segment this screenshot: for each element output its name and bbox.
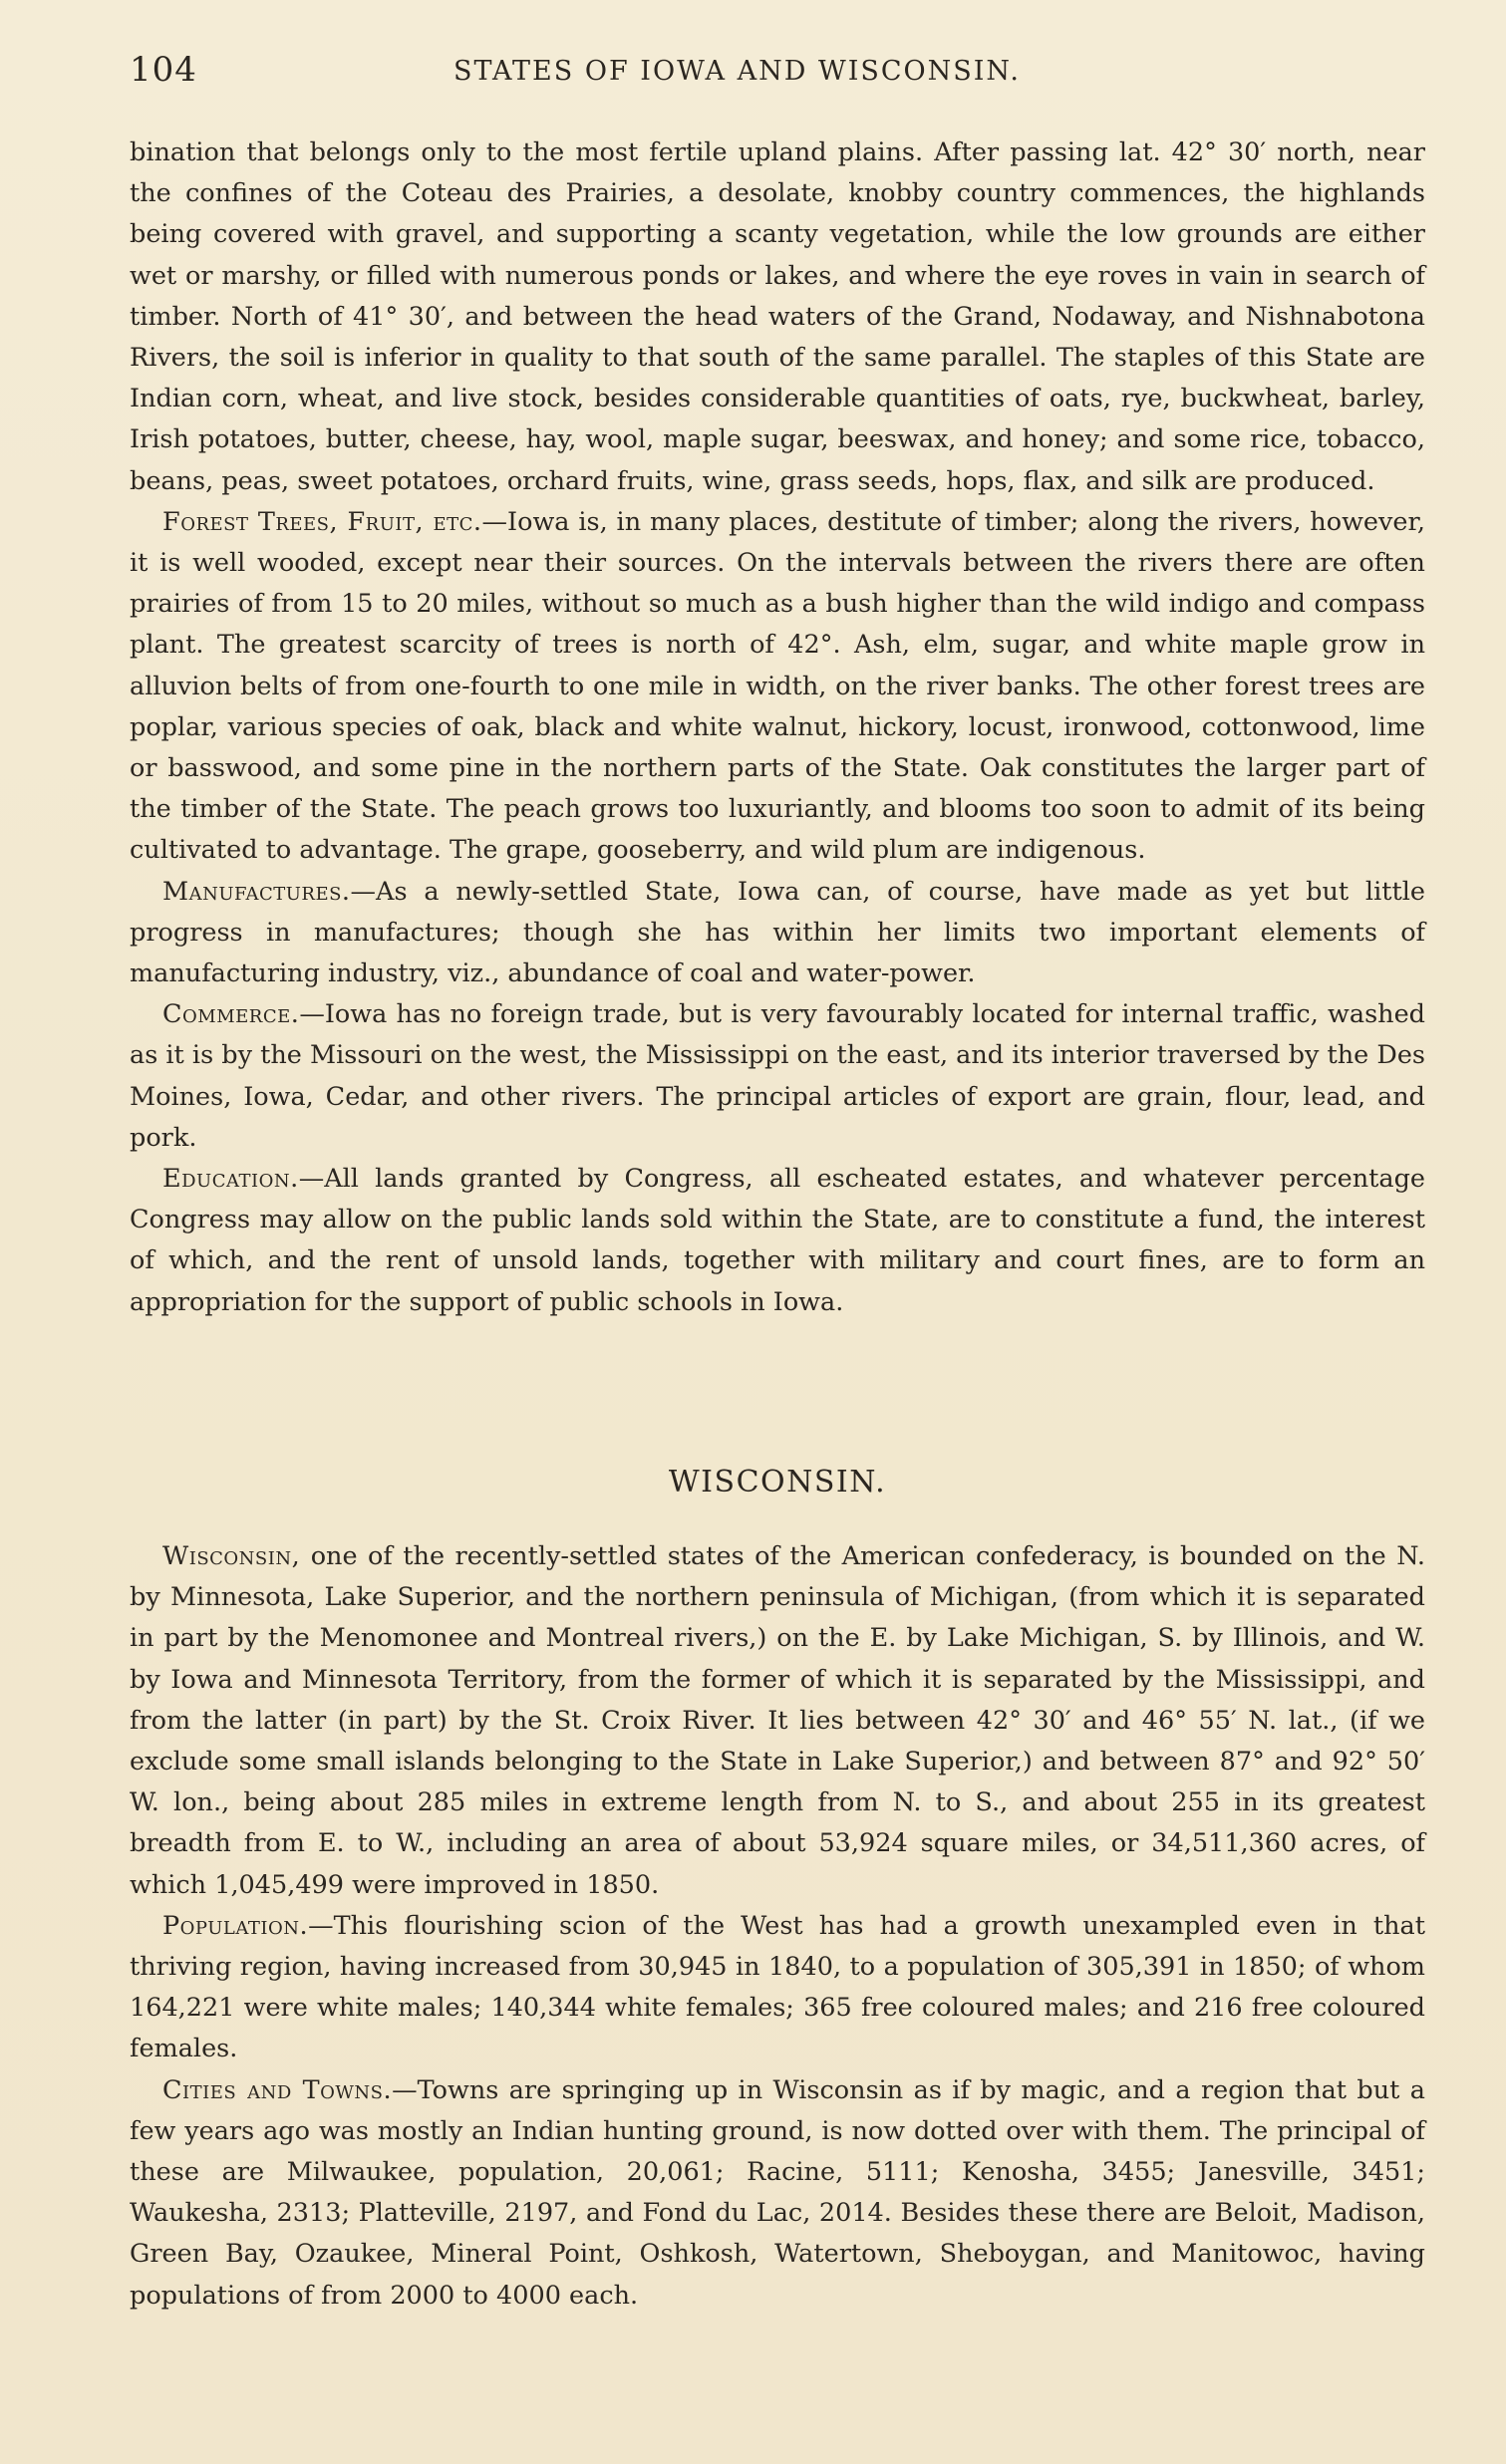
manufactures-text: —As a newly-settled State, Iowa can, of course, have made as yet but little progress in manufactures; though she has within her limits two important elements of manufacturing industry, viz., abundance of coal and water-power. [130,876,1425,989]
education-paragraph [130,1159,1425,1323]
page-number: 104 [130,50,197,90]
population-heading: Population. [162,1910,309,1941]
running-title: STATES OF IOWA AND WISCONSIN. [453,56,1021,87]
wisconsin-text-block [130,1536,1425,2317]
commerce-text: —Iowa has no foreign trade, but is very favourably located for internal traffic, washed as it is by the Missouri on the west, the Mississippi on the east, and its interior traversed by the Des Moines, Iowa, Cedar, and other rivers. The principal articles of export are grain, flour, lead, and pork. [130,999,1425,1153]
wisconsin-intro-heading: Wisconsin, [162,1541,301,1571]
cities-towns-heading: Cities and Towns. [162,2074,393,2105]
forest-trees-text: —Iowa is, in many places, destitute of timber; along the rivers, however, it is well wooded, except near their sources. On the intervals between the rivers there are often prairies of from 15 to 20 miles, without so much as a bush higher than the wild indigo and compass plant. The greatest scarcity of trees is north of 42°. Ash, elm, sugar, and white maple grow in alluvion belts of from one-fourth to one mile in width, on the river banks. The other forest trees are poplar, various species of oak, black and white walnut, hickory, locust, ironwood, cottonwood, lime or basswood, and some pine in the northern parts of the State. Oak constitutes the larger part of the timber of the State. The peach grows too luxuriantly, and blooms too soon to admit of its being cultivated to advantage. The grape, gooseberry, and wild plum are indigenous. [130,506,1425,866]
commerce-paragraph [130,994,1425,1159]
wisconsin-intro-text: one of the recently-settled states of the American confederacy, is bounded on the N. by Minnesota, Lake Superior, and the northern peninsula of Michigan, (from which it is separated in part by the Menomonee and Montreal rivers,) on the E. by Lake Michigan, S. by Illinois, and W. by Iowa and Minnesota Territory, from the former of which it is separated by the Mississippi, and from the latter (in part) by the St. Croix River. It lies between 42° 30′ and 46° 55′ N. lat., (if we exclude some small islands belonging to the State in Lake Superior,) and between 87° and 92° 50′ W. lon., being about 285 miles in extreme length from N. to S., and about 255 in its greatest breadth from E. to W., including an area of about 53,924 square miles, or 34,511,360 acres, of which 1,045,499 were improved in 1850. [130,1541,1425,1900]
cities-towns-paragraph [130,2070,1425,2317]
wisconsin-section-title: WISCONSIN. [668,1465,887,1500]
iowa-text-block [130,133,1425,1323]
education-text: —All lands granted by Congress, all escheated estates, and whatever percentage Congress may allow on the public lands sold within the State, are to constitute a fund, the interest of which, and the rent of unsold lands, together with military and court fines, are to form an appropriation for the support of public schools in Iowa. [130,1164,1425,1317]
population-paragraph [130,1906,1425,2070]
forest-trees-heading: Forest Trees, Fruit, etc. [162,506,482,537]
manufactures-paragraph [130,872,1425,995]
population-text: —This flourishing scion of the West has had a growth unexampled even in that thriving region, having increased from 30,945 in 1840, to a population of 305,391 in 1850; of whom 164,221 were white males; 140,344 white females; 365 free coloured males; and 216 free coloured females. [130,1910,1425,2064]
forest-trees-paragraph [130,502,1425,872]
commerce-heading: Commerce. [162,999,300,1030]
cities-towns-text: —Towns are springing up in Wisconsin as if by magic, and a region that but a few years ago was mostly an Indian hunting ground, is now dotted over with them. The principal of these are Milwaukee, population, 20,061; Racine, 5111; Kenosha, 3455; Janesville, 3451; Waukesha, 2313; Platteville, 2197, and Fond du Lac, 2014. Besides these there are Beloit, Madison, Green Bay, Ozaukee, Mineral Point, Oshkosh, Watertown, Sheboygan, and Manitowoc, having populations of from 2000 to 4000 each. [130,2074,1425,2311]
manufactures-heading: Manufactures. [162,876,351,907]
running-head [130,50,1425,100]
iowa-intro-paragraph: bination that belongs only to the most fertile upland plains. After passing lat. 42° 30′ north, near the confines of the Coteau des Prairies, a desolate, knobby country commences, the highlands being covered with gravel, and supporting a scanty vegetation, while the low grounds are either wet or marshy, or filled with numerous ponds or lakes, and where the eye roves in vain in search of timber. North of 41° 30′, and between the head waters of the Grand, Nodaway, and Nishnabotona Rivers, the soil is inferior in quality to that south of the same parallel. The staples of this State are Indian corn, wheat, and live stock, besides considerable quantities of oats, rye, buckwheat, barley, Irish potatoes, butter, cheese, hay, wool, maple sugar, beeswax, and honey; and some rice, tobacco, beans, peas, sweet potatoes, orchard fruits, wine, grass seeds, hops, flax, and silk are produced. [130,137,1425,496]
wisconsin-intro-paragraph [130,1536,1425,1906]
education-heading: Education. [162,1164,299,1195]
